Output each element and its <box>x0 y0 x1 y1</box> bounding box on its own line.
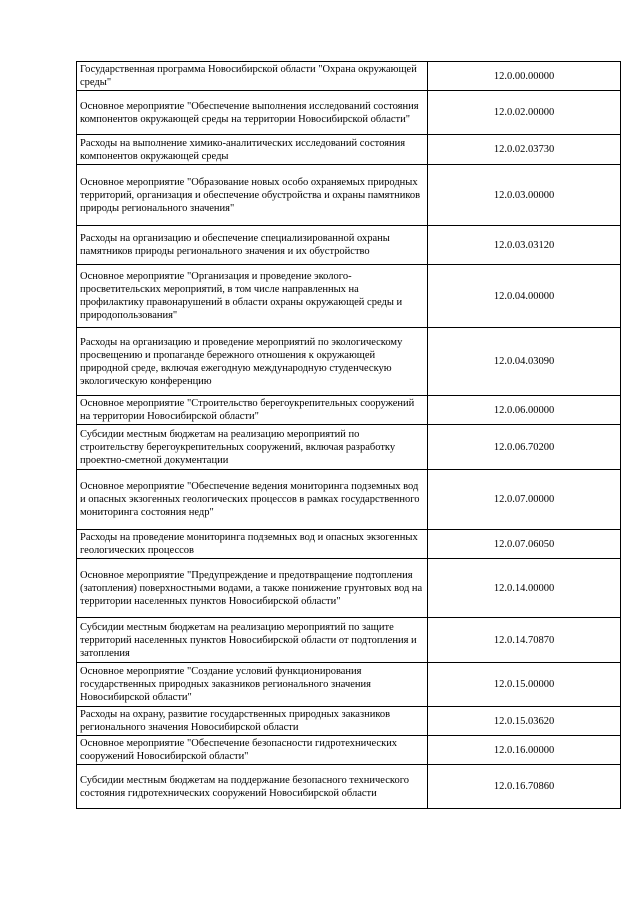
table-row <box>77 765 621 809</box>
table-row <box>77 265 621 328</box>
table-row <box>77 707 621 736</box>
table-row <box>77 165 621 226</box>
row-name: Субсидии местным бюджетам на реализацию мероприятий по строительству берегоукрепительных сооружений, включая разработку проектно-сметной документации <box>77 425 428 470</box>
row-name: Субсидии местным бюджетам на реализацию мероприятий по защите территорий населенных пунктов Новосибирской области от подтопления и затопления <box>77 618 428 663</box>
table-row <box>77 470 621 530</box>
row-name: Основное мероприятие "Образование новых особо охраняемых природных территорий, организация и обеспечение обустройства и охраны памятников природы регионального значения" <box>77 165 428 226</box>
row-name: Расходы на проведение мониторинга подземных вод и опасных экзогенных геологических процессов <box>77 530 428 559</box>
row-code: 12.0.04.00000 <box>428 265 621 328</box>
table-row <box>77 663 621 707</box>
row-code: 12.0.07.06050 <box>428 530 621 559</box>
row-name: Расходы на организацию и проведение мероприятий по экологическому просвещению и пропаганде бережного отношения к окружающей природной среде, включая ежегодную международную студенческую экологическую конференцию <box>77 328 428 396</box>
row-code: 12.0.03.00000 <box>428 165 621 226</box>
row-name: Основное мероприятие "Обеспечение выполнения исследований состояния компонентов окружающей среды на территории Новосибирской области" <box>77 91 428 135</box>
table-row <box>77 62 621 91</box>
row-name: Расходы на охрану, развитие государственных природных заказников регионального значения Новосибирской области <box>77 707 428 736</box>
table-row <box>77 425 621 470</box>
row-name: Основное мероприятие "Предупреждение и предотвращение подтопления (затопления) поверхностными водами, а также понижение грунтовых вод на территории населенных пунктов Новосибирской области" <box>77 559 428 618</box>
row-name: Расходы на выполнение химико-аналитических исследований состояния компонентов окружающей среды <box>77 135 428 165</box>
row-code: 12.0.03.03120 <box>428 226 621 265</box>
row-code: 12.0.16.00000 <box>428 736 621 765</box>
table-row <box>77 91 621 135</box>
row-name: Основное мероприятие "Обеспечение ведения мониторинга подземных вод и опасных экзогенных геологических процессов в рамках государственного мониторинга состояния недр" <box>77 470 428 530</box>
row-name: Субсидии местным бюджетам на поддержание безопасного технического состояния гидротехнических сооружений Новосибирской области <box>77 765 428 809</box>
row-code: 12.0.06.70200 <box>428 425 621 470</box>
row-code: 12.0.15.00000 <box>428 663 621 707</box>
table-row <box>77 328 621 396</box>
budget-classification-table <box>76 61 621 809</box>
row-name: Основное мероприятие "Обеспечение безопасности гидротехнических сооружений Новосибирской области" <box>77 736 428 765</box>
table-row <box>77 618 621 663</box>
row-code: 12.0.14.70870 <box>428 618 621 663</box>
row-code: 12.0.14.00000 <box>428 559 621 618</box>
row-code: 12.0.06.00000 <box>428 396 621 425</box>
row-name: Расходы на организацию и обеспечение специализированной охраны памятников природы регионального значения и их обустройство <box>77 226 428 265</box>
row-name: Основное мероприятие "Создание условий функционирования государственных природных заказников регионального значения Новосибирской области" <box>77 663 428 707</box>
row-code: 12.0.02.00000 <box>428 91 621 135</box>
row-code: 12.0.07.00000 <box>428 470 621 530</box>
row-name: Основное мероприятие "Организация и проведение эколого-просветительских мероприятий, в том числе направленных на профилактику правонарушений в области охраны окружающей среды и природопользования" <box>77 265 428 328</box>
row-code: 12.0.02.03730 <box>428 135 621 165</box>
row-code: 12.0.16.70860 <box>428 765 621 809</box>
table-row <box>77 736 621 765</box>
table-row <box>77 530 621 559</box>
table-row <box>77 396 621 425</box>
row-name: Основное мероприятие "Строительство берегоукрепительных сооружений на территории Новосибирской области" <box>77 396 428 425</box>
row-code: 12.0.00.00000 <box>428 62 621 91</box>
table-row <box>77 226 621 265</box>
row-name: Государственная программа Новосибирской области "Охрана окружающей среды" <box>77 62 428 91</box>
table-row <box>77 559 621 618</box>
row-code: 12.0.04.03090 <box>428 328 621 396</box>
row-code: 12.0.15.03620 <box>428 707 621 736</box>
table-row <box>77 135 621 165</box>
